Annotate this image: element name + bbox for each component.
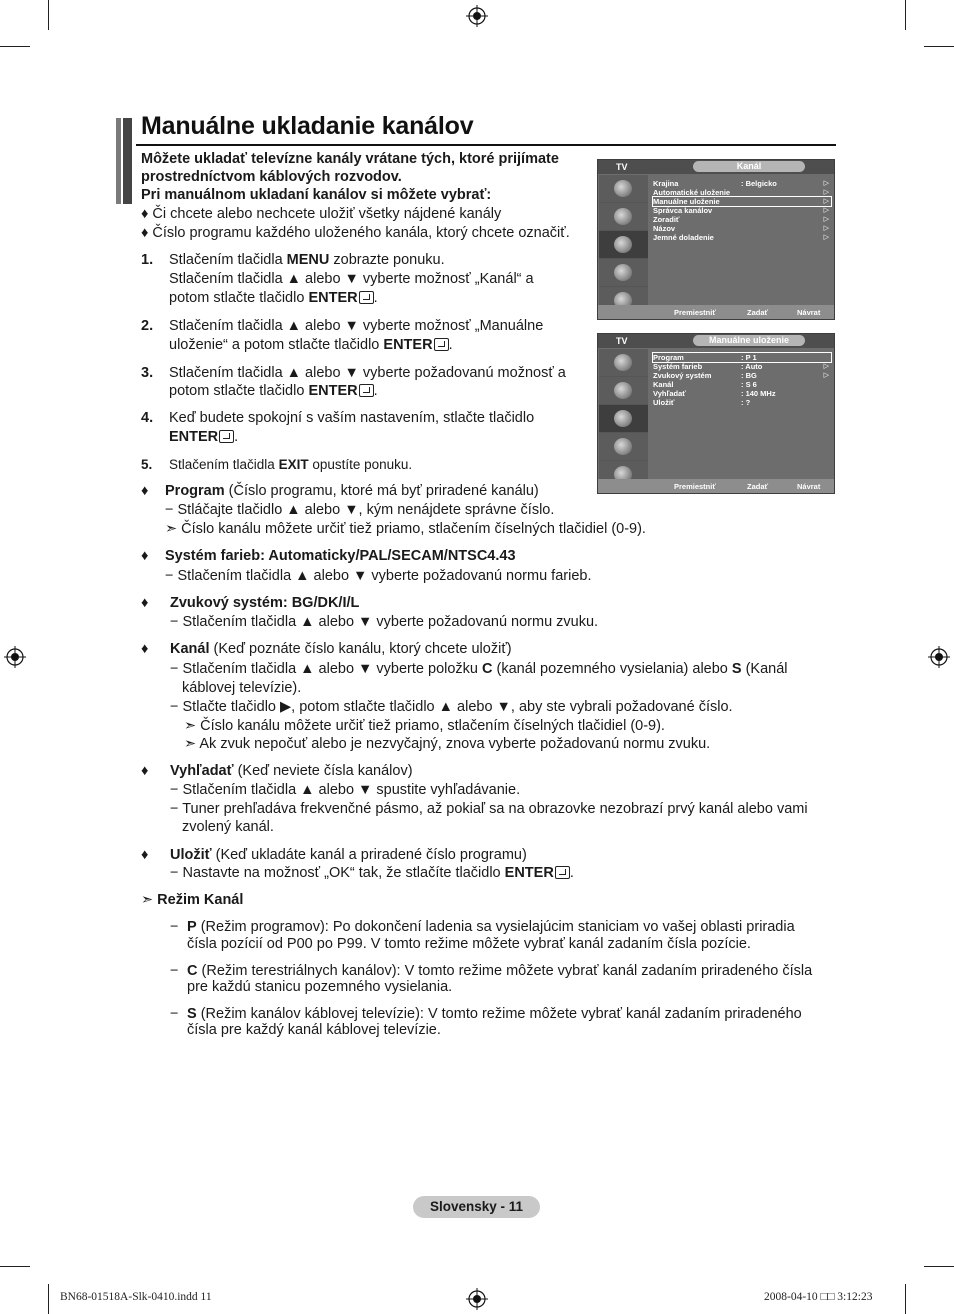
tv-menu-footer [598, 305, 834, 319]
bullet-text: − Stlačením tlačidla ▲ alebo ▼ vyberte položku C (kanál pozemného vysielania) alebo S (Kanál [170, 661, 788, 677]
bullet-text: káblovej televízie). [182, 680, 302, 696]
crop-mark [924, 1266, 954, 1267]
intro-line: Môžete ukladať televízne kanály vrátane tých, ktoré prijímate [141, 151, 559, 167]
step-text: ENTER . [169, 429, 239, 445]
enter-hint: Zadať [747, 308, 769, 317]
step-text: potom stlačte tlačidlo ENTER . [169, 383, 378, 399]
crop-mark [905, 0, 906, 30]
step-text: Stlačením tlačidla EXIT opustíte ponuku. [169, 457, 413, 472]
step-text: Stlačením tlačidla ▲ alebo ▼ vyberte možnosť „Kanál“ a [169, 271, 534, 287]
bullet-text: Kanál (Keď poznáte číslo kanálu, ktorý chcete uložiť) [170, 641, 512, 657]
registration-mark-icon [466, 5, 488, 27]
setup-icon [599, 433, 648, 461]
enter-icon [219, 430, 234, 443]
bullet-diamond: ♦ [141, 595, 149, 611]
mode-dash: − [170, 1006, 179, 1022]
bullet-text: − Nastavte na možnosť „OK“ tak, že stlačíte tlačidlo ENTER . [170, 865, 574, 881]
tv-menu-row: Vyhľadať : 140 MHz [653, 389, 776, 398]
tv-menu-row: Názov ▷ [653, 224, 829, 233]
picture-icon [599, 175, 648, 203]
enter-icon [555, 866, 570, 879]
enter-icon [359, 291, 374, 304]
bullet-text: − Stlačte tlačidlo ▶, potom stlačte tlačidlo ▲ alebo ▼, aby ste vybrali požadované číslo. [170, 699, 733, 715]
crop-mark [48, 1284, 49, 1314]
step-text: Keď budete spokojní s vaším nastavením, stlačte tlačidlo [169, 410, 535, 426]
setup-icon [599, 259, 648, 287]
crop-mark [924, 46, 954, 47]
tv-menu-header: Kanál [693, 161, 805, 172]
sound-icon [599, 203, 648, 231]
step-text: Stlačením tlačidla MENU zobrazte ponuku. [169, 252, 445, 268]
crop-mark [905, 1284, 906, 1314]
step-number: 3. [141, 365, 154, 381]
tv-menu-footer [598, 479, 834, 493]
move-hint: Premiestniť [674, 308, 716, 317]
tv-menu-row: Jemné doladenie ▷ [653, 233, 829, 242]
step-number: 4. [141, 410, 154, 426]
channel-icon [599, 231, 648, 259]
mode-text: S (Režim kanálov káblovej televízie): V tomto režime môžete vybrať kanál zadaním priradeného [187, 1006, 802, 1022]
mode-text: pre každú stanicu pozemného vysielania. [187, 979, 453, 995]
registration-mark-icon [466, 1288, 488, 1310]
bullet-diamond: ♦ [141, 548, 149, 564]
title-accent-bar [116, 118, 132, 204]
bullet-text: zvolený kanál. [182, 819, 274, 835]
bullet-text: Systém farieb: Automaticky/PAL/SECAM/NTSC4.43 [165, 548, 516, 564]
intro-line: Pri manuálnom ukladaní kanálov si môžete vybrať: [141, 187, 492, 203]
crop-mark [0, 46, 30, 47]
step-number: 1. [141, 252, 154, 268]
mode-dash: − [170, 919, 179, 935]
step-text: potom stlačte tlačidlo ENTER . [169, 290, 378, 306]
tv-menu-manual-store [597, 333, 835, 494]
tv-menu-channel [597, 159, 835, 320]
intro-line: prostredníctvom káblových rozvodov. [141, 169, 402, 185]
tv-menu-row-selected: Manuálne uloženie ▷ [653, 197, 829, 206]
mode-heading: ➣ Režim Kanál [141, 892, 244, 908]
tv-menu-row-selected: Program : P 1 [653, 353, 831, 362]
bullet-diamond: ♦ [141, 763, 149, 779]
step-text: Stlačením tlačidla ▲ alebo ▼ vyberte požadovanú možnosť a [169, 365, 566, 381]
tv-menu-sidebar [599, 349, 648, 489]
tv-label: TV [616, 336, 628, 346]
tv-menu-header: Manuálne uloženie [693, 335, 805, 346]
back-hint: Návrat [797, 482, 821, 491]
step-text: uloženie“ a potom stlačte tlačidlo ENTER . [169, 337, 453, 353]
mode-text: čísla pre každý kanál káblovej televízie. [187, 1022, 441, 1038]
tv-menu-row: Kanál : S 6 [653, 380, 757, 389]
mode-text: P (Režim programov): Po dokončení ladenia sa vysielajúcim staniciam vo vašej oblasti priradia [187, 919, 795, 935]
enter-hint: Zadať [747, 482, 769, 491]
bullet-diamond: ♦ [141, 483, 149, 499]
mode-dash: − [170, 963, 179, 979]
page-title: Manuálne ukladanie kanálov [141, 112, 474, 140]
bullet-text: − Stlačením tlačidla ▲ alebo ▼ vyberte požadovanú normu farieb. [165, 568, 592, 584]
mode-text: C (Režim terestriálnych kanálov): V tomto režime môžete vybrať kanál zadaním priradeného čísla [187, 963, 813, 979]
bullet-text: Zvukový systém: BG/DK/I/L [170, 595, 360, 611]
bullet-text: − Stláčajte tlačidlo ▲ alebo ▼, kým nenájdete správne číslo. [165, 502, 555, 518]
bullet-text: Uložiť (Keď ukladáte kanál a priradené číslo programu) [170, 847, 527, 863]
tv-menu-row: Zoradiť ▷ [653, 215, 829, 224]
back-hint: Návrat [797, 308, 821, 317]
bullet-text: ➣ Číslo kanálu môžete určiť tiež priamo, stlačením číselných tlačidiel (0-9). [184, 718, 665, 734]
sound-icon [599, 377, 648, 405]
tv-menu-row: Uložiť : ? [653, 398, 751, 407]
registration-mark-icon [4, 646, 26, 668]
bullet-text: ➣ Ak zvuk nepočuť alebo je nezvyčajný, znova vyberte požadovanú normu zvuku. [184, 736, 711, 752]
move-hint: Premiestniť [674, 482, 716, 491]
bullet-diamond: ♦ [141, 847, 149, 863]
step-number: 2. [141, 318, 154, 334]
tv-label: TV [616, 162, 628, 172]
page-number: Slovensky - 11 [413, 1196, 540, 1218]
tv-menu-row: Systém farieb : Auto ▷ [653, 362, 829, 371]
bullet-text: − Tuner prehľadáva frekvenčné pásmo, až pokiaľ sa na obrazovke nezobrazí prvý kanál alebo vami [170, 801, 808, 817]
footer-file: BN68-01518A-Slk-0410.indd 11 [60, 1291, 212, 1303]
bullet-text: − Stlačením tlačidla ▲ alebo ▼ vyberte požadovanú normu zvuku. [170, 614, 599, 630]
registration-mark-icon [928, 646, 950, 668]
bullet-text: ➣ Číslo kanálu môžete určiť tiež priamo, stlačením číselných tlačidiel (0-9). [165, 521, 646, 537]
step-text: Stlačením tlačidla ▲ alebo ▼ vyberte možnosť „Manuálne [169, 318, 544, 334]
bullet-text: − Stlačením tlačidla ▲ alebo ▼ spustite vyhľadávanie. [170, 782, 521, 798]
step-number: 5. [141, 457, 153, 472]
channel-icon [599, 405, 648, 433]
title-rule [136, 144, 836, 146]
intro-line: ♦ Či chcete alebo nechcete uložiť všetky nájdené kanály [141, 206, 502, 222]
crop-mark [48, 0, 49, 30]
picture-icon [599, 349, 648, 377]
crop-mark [0, 1266, 30, 1267]
intro-line: ♦ Číslo programu každého uloženého kanála, ktorý chcete označiť. [141, 225, 570, 241]
footer-date: 2008-04-10 □□ 3:12:23 [764, 1291, 873, 1303]
tv-menu-row: Automatické uloženie ▷ [653, 188, 829, 197]
tv-menu-row: Správca kanálov ▷ [653, 206, 829, 215]
enter-icon [359, 384, 374, 397]
enter-icon [434, 338, 449, 351]
mode-text: čísla pozícií od P00 po P99. V tomto režime môžete vybrať kanál zadaním čísla pozície. [187, 936, 751, 952]
tv-menu-sidebar [599, 175, 648, 315]
bullet-text: Vyhľadať (Keď neviete čísla kanálov) [170, 763, 413, 779]
bullet-diamond: ♦ [141, 641, 149, 657]
tv-menu-row: Zvukový systém : BG ▷ [653, 371, 829, 380]
bullet-text: Program (Číslo programu, ktoré má byť priradené kanálu) [165, 483, 539, 499]
tv-menu-row: Krajina : Belgicko ▷ [653, 179, 829, 188]
